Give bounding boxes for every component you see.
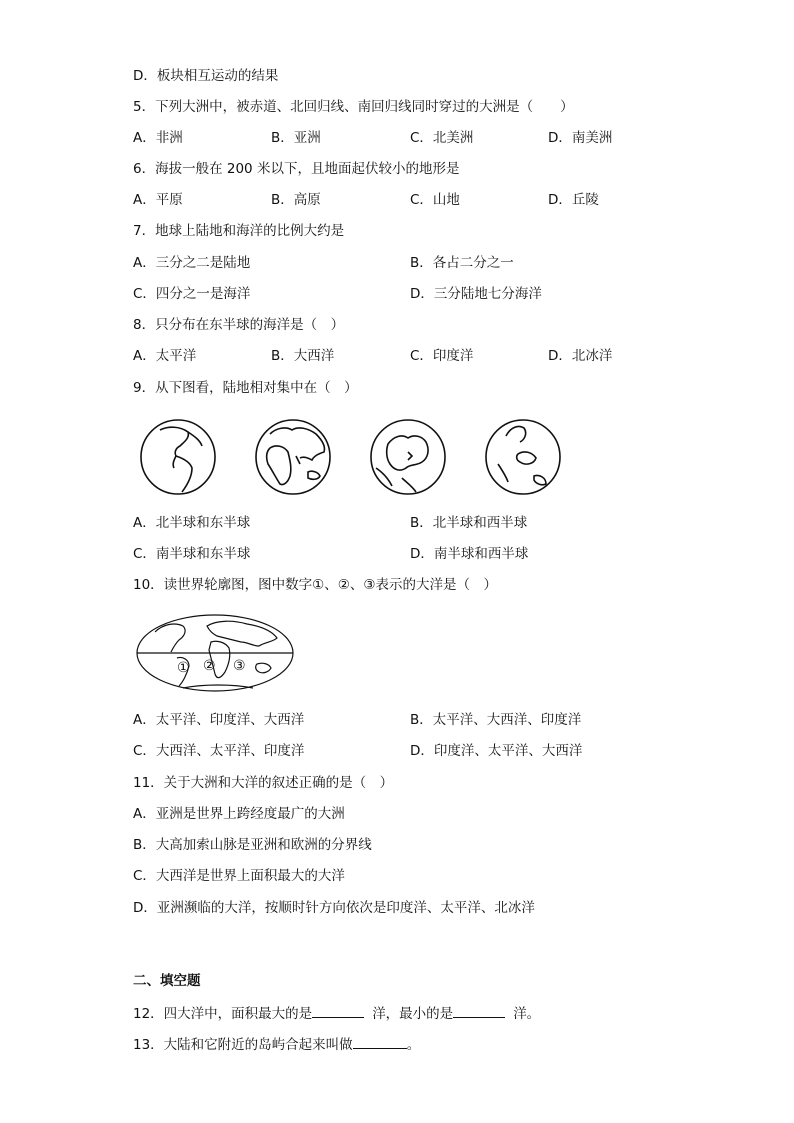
q11-stem: 11．关于大洲和大洋的叙述正确的是（ ） xyxy=(133,775,394,791)
q6-option-d[interactable]: D．丘陵 xyxy=(548,192,599,208)
q4-option-d: D．板块相互运动的结果 xyxy=(133,68,279,84)
q11-option-a[interactable]: A．亚洲是世界上跨经度最广的大洲 xyxy=(133,806,345,822)
q11-option-c[interactable]: C．大西洋是世界上面积最大的大洋 xyxy=(133,868,345,884)
southern-hemisphere-globe xyxy=(486,420,560,494)
map-label-1: ① xyxy=(177,660,190,676)
q8-option-d[interactable]: D．北冰洋 xyxy=(548,348,613,364)
q5-option-b[interactable]: B．亚洲 xyxy=(271,130,321,146)
q12-blank-2[interactable] xyxy=(453,1003,505,1018)
q8-option-b[interactable]: B．大西洋 xyxy=(271,348,335,364)
q7-stem: 7．地球上陆地和海洋的比例大约是 xyxy=(133,223,345,239)
section-title-fill-in: 二、填空题 xyxy=(133,973,201,989)
q10-option-a[interactable]: A．太平洋、印度洋、大西洋 xyxy=(133,712,305,728)
q7-option-d[interactable]: D．三分陆地七分海洋 xyxy=(410,286,542,302)
northern-hemisphere-globe xyxy=(371,420,445,494)
q6-option-c[interactable]: C．山地 xyxy=(410,192,460,208)
q7-option-c[interactable]: C．四分之一是海洋 xyxy=(133,286,251,302)
q9-option-d[interactable]: D．南半球和西半球 xyxy=(410,546,529,562)
q12-line xyxy=(133,1003,540,1023)
q10-option-b[interactable]: B．太平洋、大西洋、印度洋 xyxy=(410,712,582,728)
q12-text-1: 12．四大洋中，面积最大的是 xyxy=(133,1006,313,1022)
q6-option-a[interactable]: A．平原 xyxy=(133,192,183,208)
q5-option-c[interactable]: C．北美洲 xyxy=(410,130,474,146)
q13-blank[interactable] xyxy=(353,1034,407,1049)
q9-option-b[interactable]: B．北半球和西半球 xyxy=(410,515,528,531)
q6-option-b[interactable]: B．高原 xyxy=(271,192,321,208)
q9-option-c[interactable]: C．南半球和东半球 xyxy=(133,546,251,562)
map-label-2: ② xyxy=(203,658,216,674)
q8-stem: 8．只分布在东半球的海洋是（ ） xyxy=(133,317,345,333)
world-outline-map xyxy=(133,612,297,694)
q8-option-c[interactable]: C．印度洋 xyxy=(410,348,474,364)
q7-option-b[interactable]: B．各占二分之一 xyxy=(410,255,514,271)
q11-option-d[interactable]: D．亚洲濒临的大洋，按顺时针方向依次是印度洋、太平洋、北冰洋 xyxy=(133,900,535,916)
q12-text-3: 洋。 xyxy=(513,1006,541,1022)
q13-text-1: 13．大陆和它附近的岛屿合起来叫做 xyxy=(133,1037,353,1053)
q6-stem: 6．海拔一般在 200 米以下，且地面起伏较小的地形是 xyxy=(133,161,460,177)
hemispheres-figure xyxy=(130,412,570,502)
q5-stem: 5．下列大洲中，被赤道、北回归线、南回归线同时穿过的大洲是（ ） xyxy=(133,99,574,115)
q12-text-2: 洋，最小的是 xyxy=(372,1006,454,1022)
map-label-3: ③ xyxy=(233,658,246,674)
eastern-hemisphere-globe xyxy=(256,420,330,494)
q10-option-d[interactable]: D．印度洋、太平洋、大西洋 xyxy=(410,743,583,759)
q11-option-b[interactable]: B．大高加索山脉是亚洲和欧洲的分界线 xyxy=(133,837,372,853)
q13-line xyxy=(133,1034,420,1054)
q5-option-d[interactable]: D．南美洲 xyxy=(548,130,613,146)
q9-stem: 9．从下图看，陆地相对集中在（ ） xyxy=(133,380,358,396)
q12-blank-1[interactable] xyxy=(312,1003,364,1018)
q13-text-2: 。 xyxy=(406,1037,421,1053)
q10-option-c[interactable]: C．大西洋、太平洋、印度洋 xyxy=(133,743,305,759)
q10-stem: 10．读世界轮廓图，图中数字①、②、③表示的大洋是（ ） xyxy=(133,577,497,593)
q7-option-a[interactable]: A．三分之二是陆地 xyxy=(133,255,251,271)
q5-option-a[interactable]: A．非洲 xyxy=(133,130,183,146)
q9-option-a[interactable]: A．北半球和东半球 xyxy=(133,515,251,531)
q8-option-a[interactable]: A．太平洋 xyxy=(133,348,197,364)
western-hemisphere-globe xyxy=(141,420,215,494)
